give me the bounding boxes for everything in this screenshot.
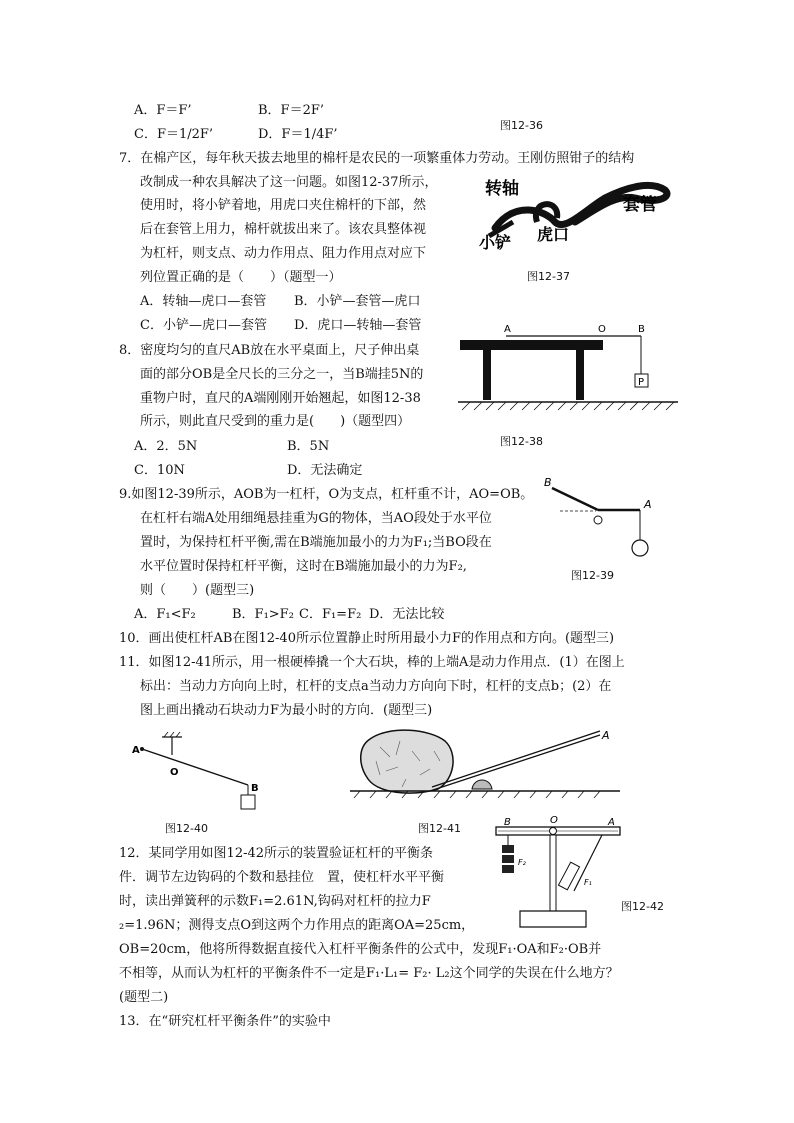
figure-12-37 — [475, 170, 675, 270]
figure-caption-12-42: 图12-42 — [621, 900, 664, 913]
q8-line-1: 8．密度均匀的直尺AB放在水平桌面上，尺子伸出桌 — [119, 343, 420, 358]
q7-option-a: A．转轴—虎口—套管 — [140, 294, 267, 309]
q12-line-7: (题型二) — [119, 990, 169, 1005]
figure-label-a: A — [644, 498, 652, 511]
figure-label-tube: 套管 — [623, 195, 657, 215]
figure-label-b: B — [638, 324, 645, 335]
q8-option-b: B．5N — [287, 439, 330, 454]
q8-line-4: 所示，则此直尺受到的重力是( )（题型四） — [140, 414, 411, 429]
q9-option-c: C．F₁=F₂ — [299, 607, 362, 622]
figure-label-b: B — [251, 783, 259, 794]
q9-option-a: A．F₁<F₂ — [134, 607, 196, 622]
q9-line-5: 则（ ）(题型三) — [140, 583, 255, 598]
q7-line-1: 7．在棉产区，每年秋天拔去地里的棉杆是农民的一项繁重体力劳动。王刚仿照钳子的结构 — [119, 151, 635, 166]
q9-option-b: B．F₁>F₂ — [232, 607, 294, 622]
q9-line-4: 水平位置时保持杠杆平衡，这时在B端施加最小的力为F₂, — [140, 559, 467, 574]
q8-option-c: C．10N — [134, 463, 185, 478]
q9-line-2: 在杠杆右端A处用细绳悬挂重为G的物体，当AO段处于水平位 — [140, 511, 492, 526]
figure-caption-12-39: 图12-39 — [571, 569, 614, 582]
q12-line-6: 不相等，从而认为杠杆的平衡条件不一定是F₁·L₁= F₂· L₂这个同学的失误在什么地方？ — [119, 966, 619, 981]
q12-line-5: OB=20cm，他将所得数据直接代入杠杆平衡条件的公式中，发现F₁·OA和F₂·OB并 — [119, 942, 602, 957]
q10-line-1: 10．画出使杠杆AB在图12-40所示位置静止时所用最小力F的作用点和方向。(题型三) — [119, 631, 615, 646]
q12-line-2: 件．调节左边钩码的个数和悬挂位 置，使杠杆水平平衡 — [119, 870, 445, 885]
figure-label-o: O — [550, 815, 558, 826]
q12-line-1: 12．某同学用如图12-42所示的装置验证杠杆的平衡条 — [119, 846, 434, 861]
q6-option-d: D．F＝1/4F’ — [258, 127, 338, 142]
q7-line-2: 改制成一种农具解决了这一问题。如图12-37所示， — [140, 175, 438, 190]
q9-option-d: D．无法比较 — [369, 607, 445, 622]
figure-label-o: O — [598, 324, 606, 335]
figure-label-f2: F₂ — [518, 858, 526, 867]
figure-caption-12-37: 图12-37 — [527, 270, 570, 283]
q11-line-3: 图上画出撬动石块动力F为最小时的方向．(题型三) — [140, 703, 433, 718]
figure-label-b: B — [504, 817, 511, 828]
figure-12-38 — [458, 322, 678, 412]
figure-label-a: A — [602, 729, 610, 742]
q9-line-1: 9.如图12-39所示，AOB为一杠杆，O为支点，杠杆重不计，AO=OB。 — [119, 487, 534, 502]
figure-caption-12-36: 图12-36 — [500, 119, 543, 132]
q7-option-c: C．小铲—虎口—套管 — [140, 318, 267, 333]
q7-option-d: D．虎口—转轴—套管 — [294, 318, 422, 333]
q12-line-4: ₂=1.96N；测得支点O到这两个力作用点的距离OA=25cm， — [119, 918, 475, 933]
q7-line-5: 为杠杆，则支点、动力作用点、阻力作用点对应下 — [140, 246, 427, 261]
q12-line-3: 时，读出弹簧秤的示数F₁=2.61N,钩码对杠杆的拉力F — [119, 894, 431, 909]
q11-line-1: 11．如图12-41所示，用一根硬棒撬一个大石块，棒的上端A是动力作用点．(1）在图上 — [119, 655, 625, 670]
q7-line-3: 使用时，将小铲着地，用虎口夹住棉杆的下部，然 — [140, 198, 427, 213]
figure-label-a: A — [504, 324, 511, 335]
figure-12-40 — [130, 735, 280, 815]
q9-line-3: 置时，为保持杠杆平衡,需在B端施加最小的力为F₁;当BO段在 — [140, 535, 492, 550]
figure-label-shovel: 小铲 — [479, 233, 512, 252]
q6-option-a: A．F＝F’ — [134, 103, 192, 118]
q7-line-6: 列位置正确的是（ ）（题型一） — [140, 270, 342, 285]
q8-line-3: 重物户时，直尺的A端刚刚开始翘起，如图12-38 — [140, 391, 421, 406]
figure-label-p: P — [638, 377, 645, 388]
figure-caption-12-40: 图12-40 — [165, 822, 208, 835]
q6-option-b: B．F＝2F’ — [258, 103, 324, 118]
figure-label-f1: F₁ — [584, 878, 592, 887]
figure-label-o: O — [170, 767, 179, 778]
figure-label-axis: 转轴 — [485, 179, 519, 199]
figure-label-a: A — [132, 745, 140, 756]
q11-line-2: 标出：当动力方向向上时，杠杆的支点a当动力方向向下时，杠杆的支点b；(2）在 — [140, 679, 612, 694]
q7-line-4: 后在套管上用力，棉杆就拔出来了。该农具整体视 — [140, 222, 427, 237]
q13-line-1: 13．在“研究杠杆平衡条件”的实验中 — [119, 1014, 331, 1029]
figure-label-b: B — [544, 476, 552, 489]
q8-option-d: D．无法确定 — [287, 463, 363, 478]
q8-option-a: A．2．5N — [134, 439, 198, 454]
q8-line-2: 面的部分OB是全尺长的三分之一，当B端挂5N的 — [140, 367, 424, 382]
figure-label-a: A — [608, 817, 615, 828]
figure-12-42 — [490, 815, 630, 930]
q7-option-b: B．小铲—套管—虎口 — [294, 294, 421, 309]
figure-caption-12-41: 图12-41 — [418, 822, 461, 835]
figure-12-41 — [350, 727, 620, 799]
figure-12-39 — [540, 474, 660, 564]
figure-caption-12-38: 图12-38 — [500, 435, 543, 448]
figure-label-mouth: 虎口 — [537, 225, 570, 244]
q6-option-c: C．F＝1/2F’ — [134, 127, 214, 142]
